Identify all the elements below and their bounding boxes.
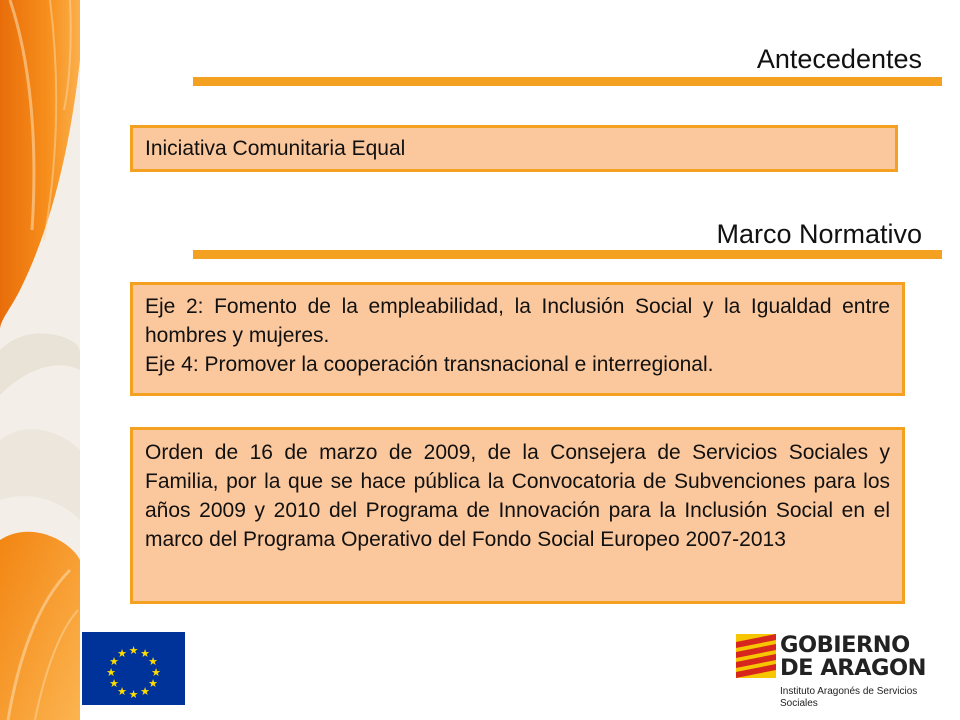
heading-underline-antecedentes — [193, 77, 942, 86]
box-ejes — [130, 282, 905, 396]
svg-text:★: ★ — [148, 655, 158, 668]
heading-marco-normativo: Marco Normativo — [716, 219, 922, 249]
gov-name-line2: DE ARAGON — [780, 655, 926, 681]
eje4-text: Eje 4: Promover la cooperación transnacional e interregional. — [145, 353, 714, 376]
gov-subtitle-line2: Sociales — [780, 698, 818, 709]
svg-text:★: ★ — [109, 677, 119, 690]
gov-subtitle-line1: Instituto Aragonés de Servicios — [780, 686, 918, 697]
gov-name-line1: GOBIERNO — [780, 632, 910, 658]
svg-text:★: ★ — [117, 685, 127, 698]
decorative-orange-photo — [0, 0, 80, 720]
svg-text:★: ★ — [140, 685, 150, 698]
svg-text:★: ★ — [106, 666, 116, 679]
svg-text:★: ★ — [148, 677, 158, 690]
eje2-text: Eje 2: Fomento de la empleabilidad, la Inclusión Social y la Igualdad entre hombres y mujeres. — [145, 295, 890, 347]
aragon-stripes-icon — [736, 634, 776, 678]
box-iniciativa — [130, 125, 898, 172]
heading-underline-marco-normativo — [193, 250, 942, 259]
svg-text:★: ★ — [151, 666, 161, 679]
svg-text:★: ★ — [117, 647, 127, 660]
svg-text:★: ★ — [128, 688, 139, 701]
orden-text: Orden de 16 de marzo de 2009, de la Consejera de Servicios Sociales y Familia, por la que se hace pública la Convocatoria de Subvenciones para los años 2009 y 2010 del Programa de Innovación para la Inclusión Social en el marco del Programa Operativo del Fondo Social Europeo 2007-2013 — [145, 441, 890, 551]
svg-text:★: ★ — [140, 647, 150, 660]
svg-text:★: ★ — [109, 655, 119, 668]
box-orden — [130, 427, 905, 604]
gobierno-aragon-logo — [736, 630, 936, 716]
svg-text:★: ★ — [128, 644, 139, 657]
iniciativa-text: Iniciativa Comunitaria Equal — [145, 137, 406, 160]
eu-flag-icon — [82, 632, 185, 705]
heading-antecedentes: Antecedentes — [756, 44, 922, 74]
